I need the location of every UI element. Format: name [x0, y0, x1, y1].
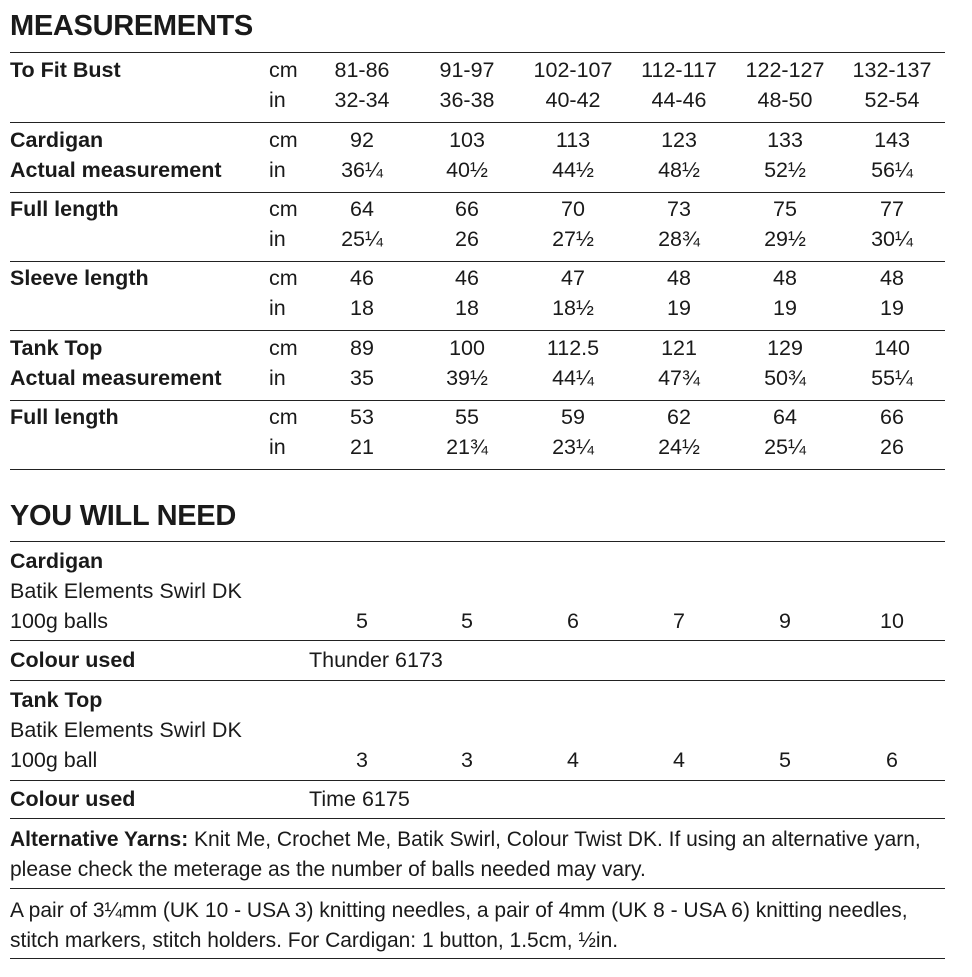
unit-cm-label: cm	[269, 197, 298, 221]
divider	[10, 888, 945, 889]
in-value-cell: 44¼	[552, 366, 594, 390]
cm-value-cell: 46	[455, 266, 479, 290]
ball-quantity-cell: 4	[673, 748, 685, 772]
in-value-cell: 39½	[446, 366, 488, 390]
cm-value-cell: 140	[874, 336, 910, 360]
unit-in-label: in	[269, 227, 286, 251]
cm-value-cell: 89	[350, 336, 374, 360]
unit-in-label: in	[269, 296, 286, 320]
cm-value-cell: 132-137	[852, 58, 932, 82]
in-value-cell: 48-50	[757, 88, 813, 112]
unit-cm-label: cm	[269, 58, 298, 82]
alternative-yarns-paragraph	[10, 825, 950, 885]
cm-value-cell: 66	[880, 405, 904, 429]
in-value-cell: 47¾	[658, 366, 700, 390]
unit-cm-label: cm	[269, 266, 298, 290]
cm-value-cell: 102-107	[533, 58, 613, 82]
unit-cm-label: cm	[269, 405, 298, 429]
tanktop-colour-value: Time 6175	[309, 787, 410, 811]
ball-quantity-cell: 9	[779, 609, 791, 633]
ball-quantity-cell: 6	[567, 609, 579, 633]
cm-value-cell: 66	[455, 197, 479, 221]
in-value-cell: 24½	[658, 435, 700, 459]
divider	[10, 640, 945, 641]
cm-value-cell: 55	[455, 405, 479, 429]
ball-quantity-cell: 7	[673, 609, 685, 633]
unit-in-label: in	[269, 435, 286, 459]
cardigan-qty-label: 100g balls	[10, 609, 109, 633]
divider	[10, 958, 945, 959]
row-sublabel: Actual measurement	[10, 366, 222, 390]
divider	[10, 400, 945, 401]
in-value-cell: 48½	[658, 158, 700, 182]
cm-value-cell: 47	[561, 266, 585, 290]
tanktop-needs-title: Tank Top	[10, 688, 103, 712]
row-label: Cardigan	[10, 128, 104, 152]
divider	[10, 52, 945, 53]
cm-value-cell: 46	[350, 266, 374, 290]
cm-value-cell: 121	[661, 336, 697, 360]
cm-value-cell: 70	[561, 197, 585, 221]
cardigan-colour-label: Colour used	[10, 648, 136, 672]
ball-quantity-cell: 3	[461, 748, 473, 772]
cm-value-cell: 133	[767, 128, 803, 152]
unit-in-label: in	[269, 158, 286, 182]
unit-cm-label: cm	[269, 336, 298, 360]
cm-value-cell: 62	[667, 405, 691, 429]
tanktop-qty-label: 100g ball	[10, 748, 98, 772]
ball-quantity-cell: 10	[880, 609, 904, 633]
you-will-need-heading: YOU WILL NEED	[10, 500, 236, 532]
in-value-cell: 30¼	[871, 227, 913, 251]
ball-quantity-cell: 5	[461, 609, 473, 633]
tanktop-yarn-name: Batik Elements Swirl DK	[10, 718, 242, 742]
in-value-cell: 21¾	[446, 435, 488, 459]
in-value-cell: 55¼	[871, 366, 913, 390]
divider	[10, 541, 945, 542]
in-value-cell: 18	[455, 296, 479, 320]
cm-value-cell: 100	[449, 336, 485, 360]
in-value-cell: 36¼	[341, 158, 383, 182]
cm-value-cell: 129	[767, 336, 803, 360]
cardigan-colour-value: Thunder 6173	[309, 648, 443, 672]
cm-value-cell: 112.5	[546, 336, 600, 360]
in-value-cell: 21	[350, 435, 374, 459]
divider	[10, 122, 945, 123]
cm-value-cell: 122-127	[745, 58, 825, 82]
ball-quantity-cell: 6	[886, 748, 898, 772]
cm-value-cell: 64	[773, 405, 797, 429]
cm-value-cell: 48	[773, 266, 797, 290]
row-label: Tank Top	[10, 336, 103, 360]
cm-value-cell: 53	[350, 405, 374, 429]
unit-in-label: in	[269, 366, 286, 390]
row-label: Full length	[10, 405, 119, 429]
divider	[10, 192, 945, 193]
unit-cm-label: cm	[269, 128, 298, 152]
in-value-cell: 27½	[552, 227, 594, 251]
alternative-yarns-text: Knit Me, Crochet Me, Batik Swirl, Colour Twist DK. If using an alternative yarn, please check the meterage as the number of balls needed may vary.	[10, 828, 921, 881]
in-value-cell: 28¾	[658, 227, 700, 251]
cm-value-cell: 64	[350, 197, 374, 221]
unit-in-label: in	[269, 88, 286, 112]
in-value-cell: 44½	[552, 158, 594, 182]
ball-quantity-cell: 3	[356, 748, 368, 772]
divider	[10, 680, 945, 681]
cardigan-yarn-name: Batik Elements Swirl DK	[10, 579, 242, 603]
row-sublabel: Actual measurement	[10, 158, 222, 182]
cm-value-cell: 143	[874, 128, 910, 152]
in-value-cell: 25¼	[764, 435, 806, 459]
in-value-cell: 56¼	[871, 158, 913, 182]
in-value-cell: 18	[350, 296, 374, 320]
in-value-cell: 19	[667, 296, 691, 320]
cm-value-cell: 92	[350, 128, 374, 152]
in-value-cell: 26	[880, 435, 904, 459]
cm-value-cell: 48	[880, 266, 904, 290]
row-label: To Fit Bust	[10, 58, 121, 82]
row-label: Full length	[10, 197, 119, 221]
cm-value-cell: 75	[773, 197, 797, 221]
measurements-heading: MEASUREMENTS	[10, 10, 253, 42]
in-value-cell: 52½	[764, 158, 806, 182]
cm-value-cell: 73	[667, 197, 691, 221]
in-value-cell: 19	[880, 296, 904, 320]
divider	[10, 469, 945, 470]
in-value-cell: 19	[773, 296, 797, 320]
divider	[10, 261, 945, 262]
tanktop-colour-label: Colour used	[10, 787, 136, 811]
cm-value-cell: 59	[561, 405, 585, 429]
in-value-cell: 35	[350, 366, 374, 390]
cm-value-cell: 123	[661, 128, 697, 152]
divider	[10, 780, 945, 781]
in-value-cell: 52-54	[864, 88, 920, 112]
cm-value-cell: 113	[555, 128, 591, 152]
in-value-cell: 29½	[764, 227, 806, 251]
ball-quantity-cell: 4	[567, 748, 579, 772]
in-value-cell: 18½	[552, 296, 594, 320]
cm-value-cell: 103	[449, 128, 485, 152]
in-value-cell: 25¼	[341, 227, 383, 251]
in-value-cell: 26	[455, 227, 479, 251]
in-value-cell: 36-38	[439, 88, 495, 112]
in-value-cell: 40½	[446, 158, 488, 182]
alternative-yarns-label: Alternative Yarns:	[10, 828, 189, 851]
cm-value-cell: 48	[667, 266, 691, 290]
divider	[10, 818, 945, 819]
row-label: Sleeve length	[10, 266, 149, 290]
cm-value-cell: 91-97	[439, 58, 495, 82]
cm-value-cell: 112-117	[641, 58, 717, 82]
in-value-cell: 44-46	[651, 88, 707, 112]
divider	[10, 330, 945, 331]
ball-quantity-cell: 5	[356, 609, 368, 633]
in-value-cell: 32-34	[334, 88, 390, 112]
cardigan-needs-title: Cardigan	[10, 549, 104, 573]
in-value-cell: 40-42	[545, 88, 601, 112]
needles-paragraph: A pair of 3¼mm (UK 10 - USA 3) knitting needles, a pair of 4mm (UK 8 - USA 6) knitting needles, stitch markers, stitch holders. For Cardigan: 1 button, 1.5cm, ½in.	[10, 899, 908, 952]
ball-quantity-cell: 5	[779, 748, 791, 772]
cm-value-cell: 81-86	[334, 58, 390, 82]
in-value-cell: 50¾	[764, 366, 806, 390]
cm-value-cell: 77	[880, 197, 904, 221]
in-value-cell: 23¼	[552, 435, 594, 459]
